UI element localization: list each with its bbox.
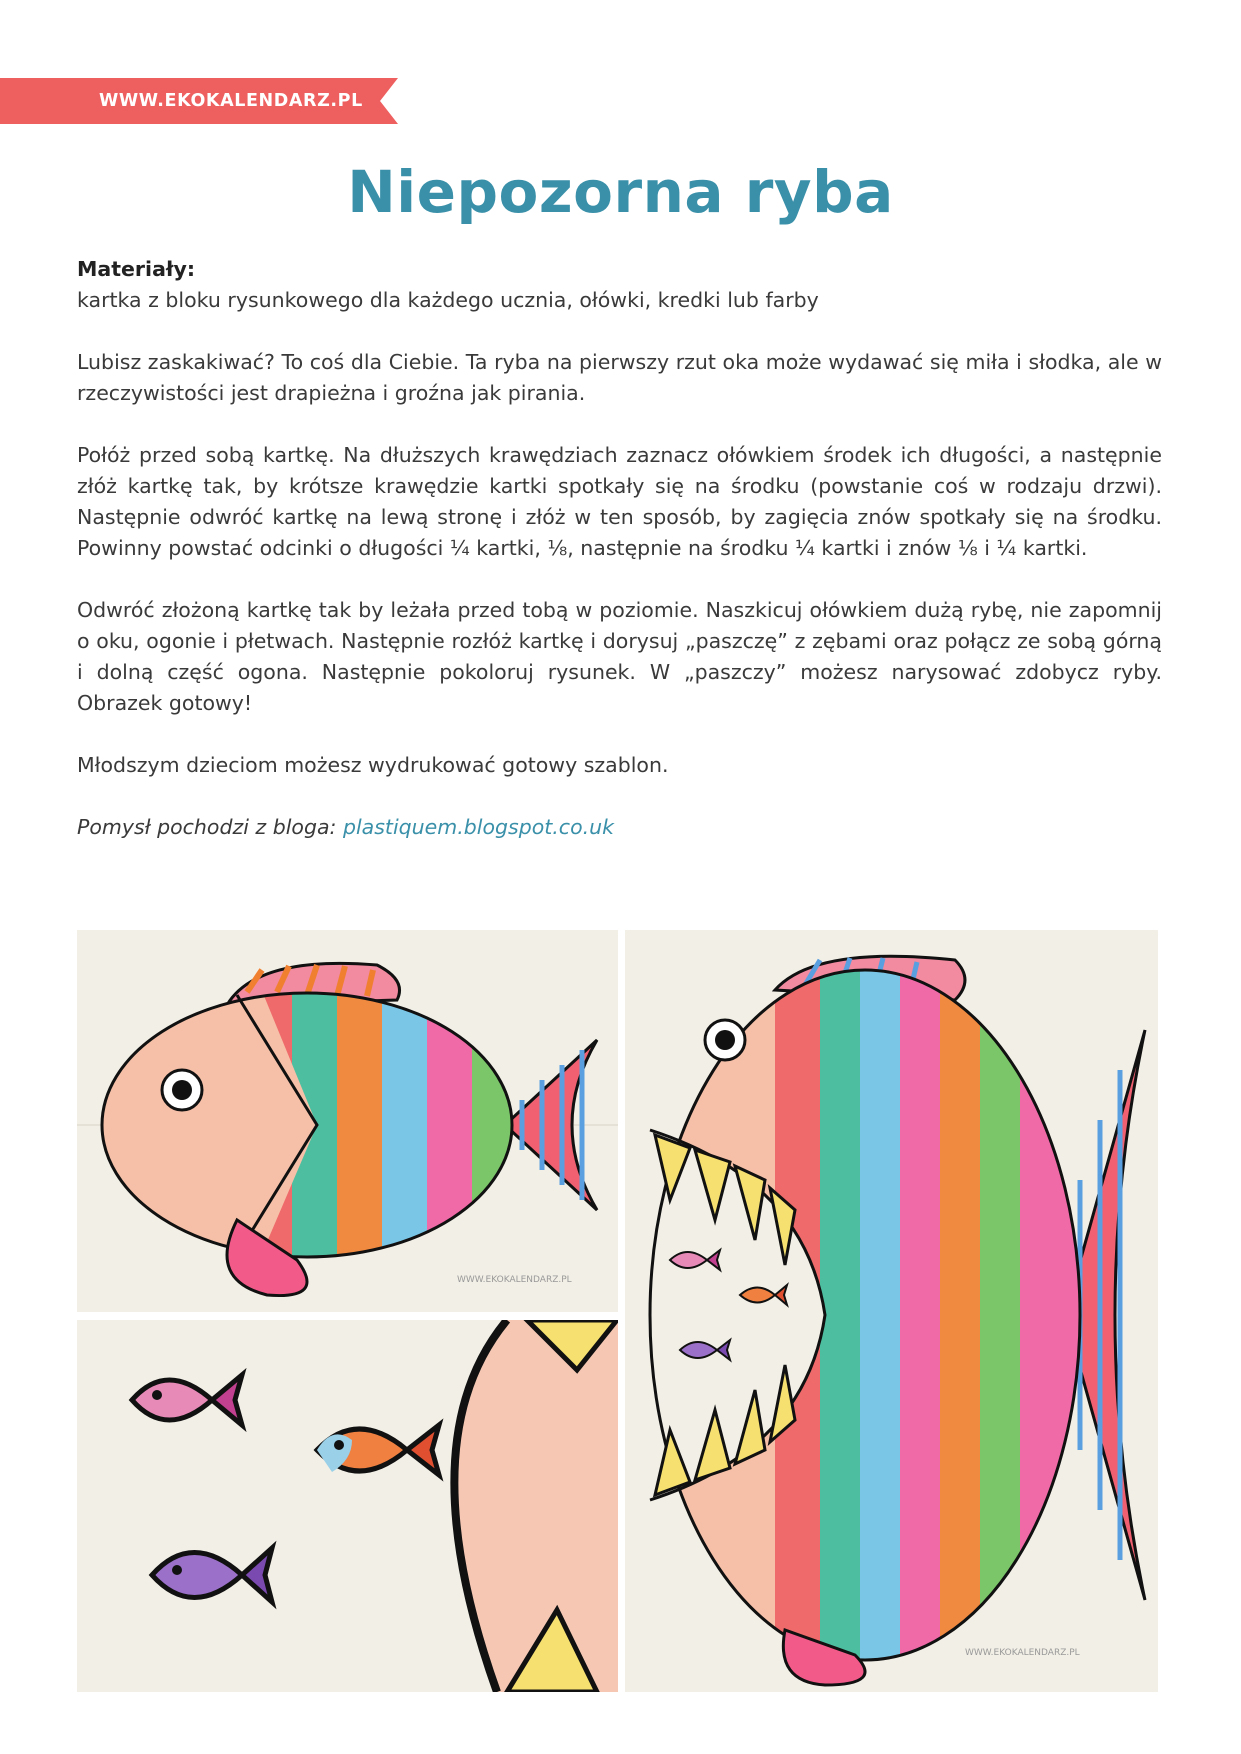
site-url[interactable]: WWW.EKOKALENDARZ.PL [99,91,363,111]
source-line [77,812,1162,843]
paragraph-folding: Połóż przed sobą kartkę. Na dłuższych krawędziach zaznacz ołówkiem środek ich długości, a następnie złóż kartkę tak, by krótsze krawędzie kartki spotkały się na środku (powstanie coś w rodzaju drzwi). Następnie odwróć kartkę na lewą stronę i złóż w ten sposób, by zagięcia znów spotkały się na środku. Powinny powstać odcinki o długości ¼ kartki, ⅛, następnie na środku ¼ kartki i znów ⅛ i ¼ kartki. [77,443,1162,560]
photo-detail [77,1320,618,1692]
photo-open-fish [625,930,1158,1692]
materials-block [77,254,1162,316]
prey-fish-orange-icon [317,1425,439,1475]
watermark-1: WWW.EKOKALENDARZ.PL [457,1275,572,1285]
materials-heading: Materiały: [77,257,196,281]
photo-closed-fish [77,930,618,1312]
rainbow-fish-closed-illustration [77,930,618,1312]
prey-fish-purple-icon [152,1548,272,1602]
source-prefix: Pomysł pochodzi z bloga: [77,815,343,839]
materials-text: kartka z bloku rysunkowego dla każdego ucznia, ołówki, kredki lub farby [77,288,819,312]
rainbow-fish-open-mouth-illustration [625,930,1158,1692]
page-title: Niepozorna ryba [347,158,894,226]
small-fish-prey-closeup [77,1320,618,1692]
instructions [77,254,1162,874]
prey-fish-pink-icon [132,1375,242,1425]
paragraph-intro: Lubisz zaskakiwać? To coś dla Ciebie. Ta ryba na pierwszy rzut oka może wydawać się miła i słodka, ale w rzeczywistości jest drapieżna i groźna jak pirania. [77,350,1162,405]
watermark-2: WWW.EKOKALENDARZ.PL [965,1648,1080,1658]
paragraph-drawing: Odwróć złożoną kartkę tak by leżała przed tobą w poziomie. Naszkicuj ołówkiem dużą rybę, nie zapomnij o oku, ogonie i płetwach. Następnie rozłóż kartkę i dorysuj „paszczę” z zębami oraz połącz ze sobą górną i dolną część ogona. Następnie pokoloruj rysunek. W „paszczy” możesz narysować zdobycz ryby. Obrazek gotowy! [77,598,1162,715]
source-link[interactable]: plastiquem.blogspot.co.uk [342,815,615,839]
header-ribbon [0,78,400,124]
paragraph-template: Młodszym dzieciom możesz wydrukować gotowy szablon. [77,753,669,777]
